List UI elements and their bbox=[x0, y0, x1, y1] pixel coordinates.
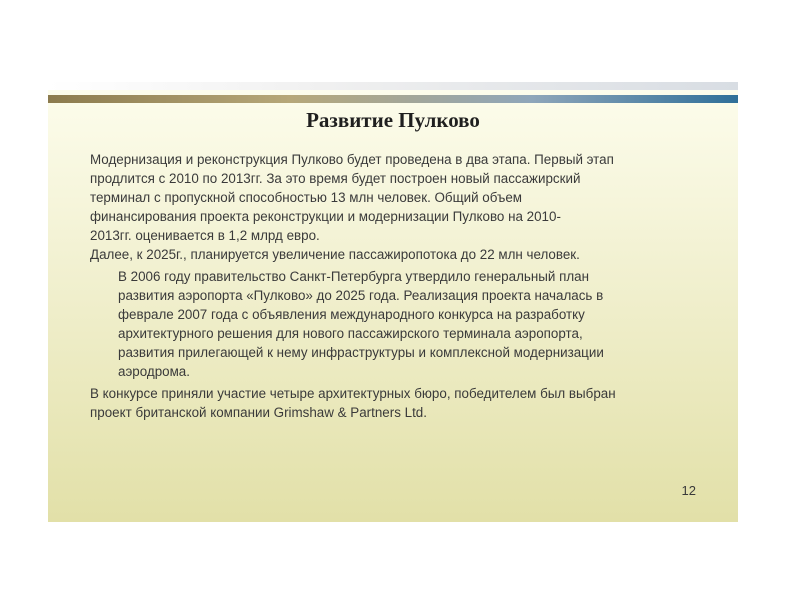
text-line: В конкурсе приняли участие четыре архитектурных бюро, победителем был выбран bbox=[90, 386, 616, 401]
text-line: продлится с 2010 по 2013гг. За это время будет построен новый пассажирский bbox=[90, 171, 581, 186]
text-line: 2013гг. оценивается в 1,2 млрд евро. bbox=[90, 228, 320, 243]
text-line: проект британской компании Grimshaw & Partners Ltd. bbox=[90, 405, 427, 420]
paragraph-master-plan bbox=[90, 267, 710, 381]
text-line: развития прилегающей к нему инфраструктуры и комплексной модернизации bbox=[118, 345, 604, 360]
text-line: развития аэропорта «Пулково» до 2025 года. Реализация проекта началась в bbox=[118, 288, 604, 303]
slide-title: Развитие Пулково bbox=[306, 108, 480, 132]
text-line: Далее, к 2025г., планируется увеличение пассажиропотока до 22 млн человек. bbox=[90, 247, 580, 262]
text-line: финансирования проекта реконструкции и модернизации Пулково на 2010- bbox=[90, 209, 561, 224]
text-line: Модернизация и реконструкция Пулково будет проведена в два этапа. Первый этап bbox=[90, 152, 614, 167]
header-accent-bar bbox=[48, 82, 738, 107]
accent-stripe-grey bbox=[48, 82, 738, 90]
accent-stripe-gold bbox=[48, 95, 738, 103]
text-line: аэродрома. bbox=[118, 364, 190, 379]
paragraph-modernization bbox=[90, 150, 710, 264]
slide-body bbox=[90, 150, 710, 422]
slide bbox=[48, 82, 738, 522]
page-number: 12 bbox=[681, 483, 696, 498]
text-line: архитектурного решения для нового пассажирского терминала аэропорта, bbox=[118, 326, 583, 341]
paragraph-competition bbox=[90, 384, 710, 422]
text-line: В 2006 году правительство Санкт-Петербурга утвердило генеральный план bbox=[118, 269, 589, 284]
text-line: феврале 2007 года с объявления международного конкурса на разработку bbox=[118, 307, 585, 322]
text-line: терминал с пропускной способностью 13 млн человек. Общий объем bbox=[90, 190, 522, 205]
